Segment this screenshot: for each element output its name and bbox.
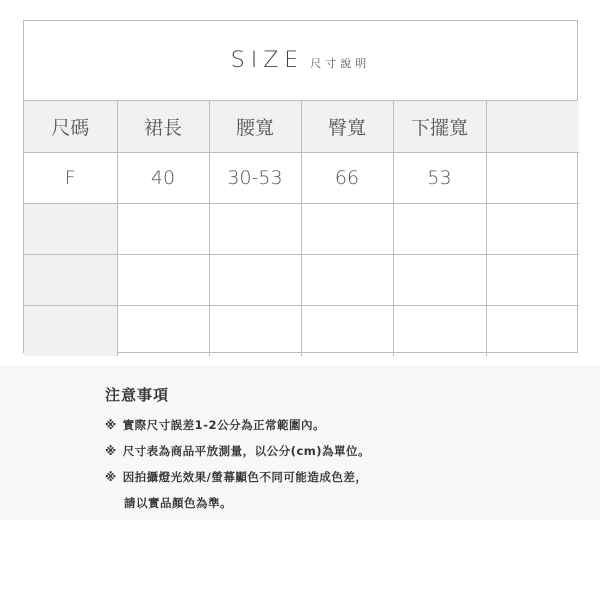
table-cell-size — [24, 305, 117, 356]
size-table — [24, 101, 579, 356]
table-cell — [486, 203, 579, 254]
column-header-empty — [486, 101, 579, 152]
note-item — [105, 469, 367, 485]
table-cell-size: F — [24, 152, 117, 203]
table-cell — [486, 305, 579, 356]
size-chart — [23, 20, 578, 353]
note-text: 尺寸表為商品平放測量，以公分(cm)為單位。 — [122, 444, 370, 458]
table-header-row — [24, 101, 579, 152]
notes-section — [0, 365, 600, 520]
table-cell — [209, 254, 301, 305]
column-header-hip-width: 臀寬 — [301, 101, 393, 152]
table-cell — [209, 305, 301, 356]
table-row — [24, 305, 579, 356]
chart-header — [24, 21, 577, 101]
chart-title: SIZE — [230, 48, 305, 73]
note-text: 請以實品顏色為準。 — [124, 496, 232, 510]
table-row — [24, 254, 579, 305]
column-header-size: 尺碼 — [24, 101, 117, 152]
table-cell-size — [24, 203, 117, 254]
table-cell — [301, 203, 393, 254]
table-cell — [393, 203, 486, 254]
note-item — [105, 417, 325, 433]
table-cell — [117, 254, 209, 305]
table-cell — [209, 203, 301, 254]
column-header-waist-width: 腰寬 — [209, 101, 301, 152]
table-cell — [486, 152, 579, 203]
table-cell — [486, 254, 579, 305]
table-cell — [117, 203, 209, 254]
note-text: 實際尺寸誤差1-2公分為正常範圍內。 — [122, 418, 325, 432]
table-cell — [301, 254, 393, 305]
chart-subtitle: 尺寸說明 — [310, 56, 371, 70]
note-item-continuation — [124, 495, 232, 511]
table-cell: 66 — [301, 152, 393, 203]
table-row — [24, 152, 579, 203]
table-cell — [393, 254, 486, 305]
table-cell: 40 — [117, 152, 209, 203]
note-text: 因拍攝燈光效果/螢幕顯色不同可能造成色差， — [122, 470, 368, 484]
table-row — [24, 203, 579, 254]
table-cell — [117, 305, 209, 356]
reference-mark-icon: ※ — [105, 418, 117, 432]
table-cell: 30-53 — [209, 152, 301, 203]
column-header-skirt-length: 裙長 — [117, 101, 209, 152]
reference-mark-icon: ※ — [105, 444, 117, 458]
notes-title: 注意事項 — [105, 386, 170, 404]
reference-mark-icon: ※ — [105, 470, 117, 484]
table-cell — [301, 305, 393, 356]
table-cell: 53 — [393, 152, 486, 203]
note-item — [105, 443, 370, 459]
column-header-hem-width: 下擺寬 — [393, 101, 486, 152]
table-cell-size — [24, 254, 117, 305]
table-cell — [393, 305, 486, 356]
